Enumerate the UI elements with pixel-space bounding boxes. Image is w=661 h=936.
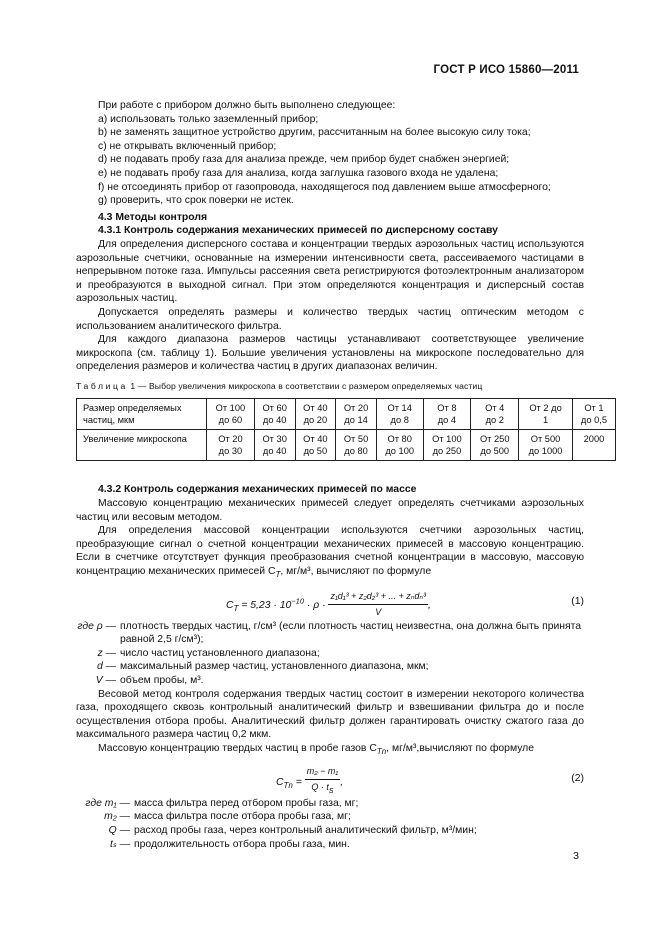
legend-row bbox=[76, 620, 584, 647]
equation-number: (2) bbox=[571, 772, 584, 784]
table-cell bbox=[336, 399, 377, 430]
rule-item: g) проверить, что срок поверки не истек. bbox=[98, 195, 294, 207]
cell-line-1: От 80 bbox=[387, 434, 412, 445]
cell-line-2: до 0,5 bbox=[580, 415, 607, 426]
cell-line-2: до 4 bbox=[437, 415, 457, 426]
paragraph-4-3-2-b bbox=[76, 524, 584, 581]
formula-den-text: Q · t bbox=[311, 782, 329, 793]
legend-text: расход пробы газа, через контрольный аналитический фильтр, м³/мин; bbox=[134, 824, 477, 836]
legend-symbol: V — bbox=[95, 675, 116, 687]
rule-item: c) не открывать включенный прибор; bbox=[98, 140, 277, 152]
legend-text: число частиц установленного диапазона; bbox=[120, 647, 320, 659]
cell-line-1: От 40 bbox=[303, 434, 328, 445]
cell-line-2: до 20 bbox=[303, 415, 328, 426]
page-number: 3 bbox=[573, 850, 579, 862]
formula-lhs: C bbox=[226, 599, 234, 611]
table-row-label: Увеличение микроскопа bbox=[77, 430, 207, 461]
cell-line-2: до 80 bbox=[344, 446, 368, 457]
cell-line-1: От 30 bbox=[262, 434, 287, 445]
formula-denominator bbox=[305, 780, 341, 798]
table-1 bbox=[76, 398, 616, 461]
cell-line-2: до 50 bbox=[303, 446, 328, 457]
rule-item: f) не отсоединять прибор от газопровода, находящегося под давлением выше атмосферного; bbox=[98, 181, 551, 193]
cell-line-2: до 8 bbox=[390, 415, 409, 426]
cell-line-1: От 50 bbox=[343, 434, 369, 445]
formula-2 bbox=[76, 763, 584, 797]
paragraph-text-end: , мг/м³,вычисляют по формуле bbox=[386, 743, 535, 755]
paragraph-4-3-1-a: Для определения дисперсного состава и концентрации твердых аэрозольных частиц используются аэрозольные счетчики, основанные на измерении интенсивности света, рассеиваемого частицами в непрерывном потоке газа. Импульсы рассеяния света регистрируются фотоэлектронным анализатором и преобразуются в выходной сигнал. При этом определяются концентрация и дисперсный состав аэрозольных частиц. bbox=[76, 238, 584, 305]
table-cell bbox=[295, 430, 336, 461]
paragraph-4-3-2-d bbox=[76, 742, 584, 759]
cell-line-2: до 100 bbox=[385, 446, 415, 457]
cell-line-1: От 2 до bbox=[529, 403, 562, 414]
formula-rho: · ρ · bbox=[304, 599, 326, 611]
section-4-3-1-heading: 4.3.1 Контроль содержания механических примесей по дисперсному составу bbox=[98, 225, 498, 237]
section-4-3-heading: 4.3 Методы контроля bbox=[98, 211, 208, 223]
cell-line-1: От 20 bbox=[343, 403, 369, 414]
table-cell bbox=[254, 430, 295, 461]
cell-line-2: до 60 bbox=[218, 415, 243, 426]
paragraph-text: Массовую концентрацию твердых частиц в пробе газов C bbox=[98, 743, 377, 755]
rule-item: d) не подавать пробу газа для анализа прежде, чем прибор будет снабжен энергией; bbox=[98, 154, 510, 166]
cell-line-2: до 40 bbox=[262, 446, 287, 457]
table-row-sizes bbox=[77, 399, 616, 430]
table-cell bbox=[423, 399, 471, 430]
table-cell bbox=[471, 430, 519, 461]
formula-numerator: m₂ − m₁ bbox=[305, 765, 341, 781]
table-row-label: Размер определяемых частиц, мкм bbox=[77, 399, 207, 430]
table-cell bbox=[519, 430, 573, 461]
legend-row bbox=[76, 660, 584, 674]
table-cell bbox=[423, 430, 471, 461]
legend-symbol: tₛ — bbox=[109, 838, 130, 850]
subscript: Tn bbox=[376, 747, 387, 757]
paragraph-4-3-2-c: Весовой метод контроля содержания твердых частиц состоит в измерении некоторого количества газа, проходящего сквозь контрольный аналитический фильтр и взвешивании фильтра до и после осуществления отбора пробы. Аналитический фильтр должен гарантировать очистку сжатого газа до максимального размера частиц 0,2 мкм. bbox=[76, 688, 584, 741]
legend-row bbox=[76, 797, 584, 811]
legend-formula-1 bbox=[76, 620, 584, 688]
cell-line-2: до 40 bbox=[262, 415, 287, 426]
legend-symbol: d — bbox=[96, 661, 116, 673]
table-cell bbox=[295, 399, 336, 430]
legend-text: максимальный размер частиц, установленного диапазона, мкм; bbox=[120, 661, 429, 673]
rule-item: a) использовать только заземленный прибор; bbox=[98, 113, 319, 125]
paragraph-4-3-2-a: Массовую концентрацию механических примесей следует определять счетчиками аэрозольных частиц или весовым методом. bbox=[76, 498, 584, 523]
table-cell bbox=[572, 399, 615, 430]
table-cell bbox=[519, 399, 573, 430]
legend-row bbox=[76, 647, 584, 661]
rules-list bbox=[76, 113, 584, 208]
legend-symbol: где ρ — bbox=[77, 620, 116, 632]
table-caption-text: 1 — Выбор увеличения микроскопа в соответствии с размером определяемых частиц bbox=[130, 380, 483, 391]
cell-line-2: до 30 bbox=[218, 446, 243, 457]
paragraph-text: Для определения массовой концентрации используются счетчики аэрозольных частиц, преобразующие сигнал о счетной концентрации механических примесей в массовую концентрацию. Если в счетчике отсутствует функция преобразования счетной концентрации в массовую, массовую концентрацию механических примесей C bbox=[76, 525, 584, 578]
legend-symbol: z — bbox=[97, 647, 116, 659]
cell-line-2: до 1000 bbox=[528, 446, 563, 457]
section-4-3-2-heading: 4.3.2 Контроль содержания механических примесей по массе bbox=[98, 484, 417, 496]
formula-lhs-sub: T bbox=[233, 603, 239, 613]
cell-line-1: От 250 bbox=[479, 434, 510, 445]
legend-row bbox=[76, 810, 584, 824]
table-row-magnification bbox=[77, 430, 616, 461]
cell-line-2: до 500 bbox=[480, 446, 510, 457]
table-1-caption bbox=[76, 380, 584, 394]
document-code-header: ГОСТ Р ИСО 15860—2011 bbox=[433, 64, 579, 76]
formula-lhs: C bbox=[276, 776, 284, 788]
cell-line-1: От 100 bbox=[215, 403, 246, 414]
cell-line-2: 1 bbox=[542, 415, 549, 426]
cell-line-2: до 250 bbox=[432, 446, 462, 457]
table-cell bbox=[336, 430, 377, 461]
legend-text: масса фильтра перед отбором пробы газа, мг; bbox=[134, 797, 359, 809]
table-caption-word: Таблица bbox=[76, 380, 128, 391]
cell-line-1: От 500 bbox=[530, 434, 561, 445]
page-body bbox=[76, 99, 607, 851]
cell-line-1: 2000 bbox=[583, 434, 605, 445]
table-cell bbox=[376, 430, 423, 461]
formula-exp: −10 bbox=[291, 596, 304, 606]
table-cell bbox=[207, 399, 255, 430]
legend-text: масса фильтра после отбора пробы газа, мг; bbox=[134, 811, 351, 823]
formula-fraction bbox=[305, 765, 344, 799]
cell-line-1: От 20 bbox=[218, 434, 243, 445]
formula-denominator: V bbox=[375, 607, 382, 618]
formula-eq: = bbox=[292, 776, 305, 788]
legend-symbol: m₂ — bbox=[104, 811, 130, 823]
subscript: T bbox=[275, 570, 281, 580]
table-cell bbox=[254, 399, 295, 430]
legend-formula-2 bbox=[76, 797, 584, 851]
formula-mid: = 5,23 · 10 bbox=[238, 599, 292, 611]
legend-text: объем пробы, м³. bbox=[120, 675, 204, 687]
legend-symbol: Q — bbox=[108, 824, 130, 836]
legend-row bbox=[76, 824, 584, 838]
table-cell bbox=[207, 430, 255, 461]
legend-row bbox=[76, 838, 584, 852]
rule-item: b) не заменять защитное устройство другим, рассчитанным на более высокую силу тока; bbox=[98, 127, 531, 139]
cell-line-1: От 8 bbox=[437, 403, 457, 414]
cell-line-1: От 4 bbox=[485, 403, 505, 414]
rule-item: e) не подавать пробу газа для анализа, когда заглушка газового входа не удалена; bbox=[98, 167, 499, 179]
cell-line-1: От 100 bbox=[432, 434, 462, 445]
cell-line-2: до 14 bbox=[344, 415, 368, 426]
table-cell bbox=[572, 430, 615, 461]
legend-symbol: где m₁ — bbox=[85, 797, 130, 809]
formula-den-sub: S bbox=[328, 788, 334, 796]
formula-lhs-sub: Tn bbox=[283, 780, 293, 790]
paragraph-4-3-1-c: Для каждого диапазона размеров частицы устанавливают соответствующее увеличение микроскопа (см. таблицу 1). Большие увеличения установлены на микроскопе последовательно для определения размеров и количества частиц в других диапазонах величин. bbox=[76, 334, 584, 373]
cell-line-1: От 14 bbox=[387, 403, 412, 414]
legend-row bbox=[76, 674, 584, 688]
intro-text: При работе с прибором должно быть выполнено следующее: bbox=[98, 100, 396, 111]
formula-tail: , bbox=[340, 776, 344, 788]
table-cell bbox=[471, 399, 519, 430]
table-cell bbox=[376, 399, 423, 430]
cell-line-2: до 2 bbox=[485, 415, 504, 426]
formula-fraction bbox=[328, 590, 428, 620]
paragraph-text-end: , мг/м³, вычисляют по формуле bbox=[280, 566, 432, 578]
legend-text: плотность твердых частиц, г/см³ (если плотность частиц неизвестна, она должна быть принята равной 2,5 г/см³); bbox=[120, 620, 582, 646]
cell-line-1: От 1 bbox=[584, 403, 604, 414]
formula-numerator: z₁d₁³ + z₂d₂³ + ... + zₙdₙ³ bbox=[328, 590, 428, 606]
cell-line-1: От 60 bbox=[262, 403, 287, 414]
formula-1 bbox=[76, 586, 584, 620]
legend-text: продолжительность отбора пробы газа, мин. bbox=[134, 838, 350, 850]
equation-number: (1) bbox=[571, 595, 584, 607]
cell-line-1: От 40 bbox=[303, 403, 328, 414]
paragraph-4-3-1-b: Допускается определять размеры и количество твердых частиц оптическим методом с использованием аналитического фильтра. bbox=[76, 306, 584, 332]
formula-tail: , bbox=[427, 599, 431, 611]
